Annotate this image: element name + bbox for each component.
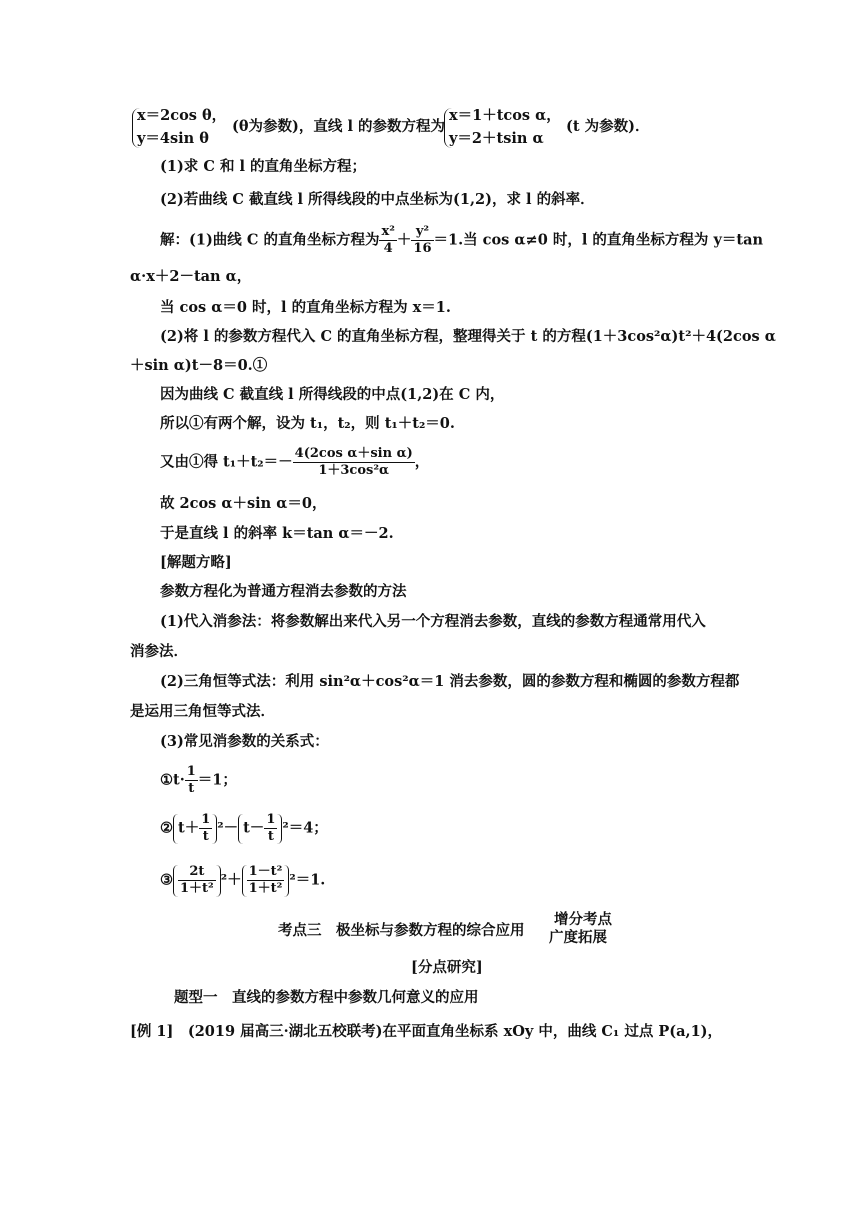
question-2: (2)若曲线 C 截直线 l 所得线段的中点坐标为(1,2)，求 l 的斜率． (160, 191, 595, 208)
solution-line-7: 所以①有两个解，设为 t₁，t₂，则 t₁＋t₂＝0. (160, 415, 455, 432)
section-title: 考点三 极坐标与参数方程的综合应用 (278, 922, 525, 939)
solution-line-10: 于是直线 l 的斜率 k＝tan α＝－2. (160, 525, 394, 542)
solution-line-6: 因为曲线 C 截直线 l 所得线段的中点(1,2)在 C 内， (160, 386, 505, 403)
section-side-top: 增分考点 (554, 911, 612, 928)
formula-3: ③ $\frac{2t}{\text{1＋t²}}$ ²＋ $\frac{\text{1－t²}}{\text{1＋t²}}$ ²＝1. (160, 864, 326, 896)
method-1-line-1: (1)代入消参法：将参数解出来代入另一个方程消去参数，直线的参数方程通常用代入 (160, 613, 706, 630)
method-tag: [解题方略] (160, 554, 232, 571)
method-2-line-2: 是运用三角恒等式法． (130, 703, 275, 720)
method-1-line-2: 消参法． (130, 643, 188, 660)
section-subtitle: [分点研究] (411, 959, 483, 976)
example-1: [例 1] (2019 届高三·湖北五校联考)在平面直角坐标系 xOy 中，曲线 C₁ 过点 P(a,1)， (130, 1023, 723, 1040)
param-note-1: (θ为参数)，直线 l 的参数方程为 (232, 118, 445, 135)
line-eq-y: y＝2＋tsin α (449, 130, 544, 147)
solution-line-4: (2)将 l 的参数方程代入 C 的直角坐标方程，整理得关于 t 的方程(1＋3cos²α)t²＋4(2cos α (160, 328, 776, 345)
solution-line-2: α·x＋2－tan α， (130, 268, 252, 285)
solution-line-8: 又由①得 t₁＋t₂＝－ $\frac{\text{4(2cos α＋sin α)}}{\text{1＋3cos²α}}$ ， (160, 446, 430, 478)
method-2-line-1: (2)三角恒等式法：利用 sin²α＋cos²α＝1 消去参数，圆的参数方程和椭圆的参数方程都 (160, 673, 740, 690)
question-type-title: 题型一 直线的参数方程中参数几何意义的应用 (174, 989, 479, 1006)
solution-line-5: ＋sin α)t－8＝0.① (130, 357, 268, 374)
curve-eq-y: y＝4sin θ (137, 130, 209, 147)
solution-line-1: 解：(1)曲线 C 的直角坐标方程为 $\frac{\text{x²}}{4}$ ＋ $\frac{\text{y²}}{16}$ ＝1.当 cos α≠0 时，l 的直角坐标方程为 y＝tan (160, 224, 764, 256)
section-side-bottom: 广度拓展 (549, 929, 607, 946)
param-note-2: (t 为参数)． (566, 118, 650, 135)
method-title: 参数方程化为普通方程消去参数的方法 (160, 583, 407, 600)
question-1: (1)求 C 和 l 的直角坐标方程； (160, 158, 367, 175)
curve-eq-x: x＝2cos θ， (137, 107, 227, 124)
formula-1: ①t· $\frac{1}{t}$ ＝1； (160, 764, 237, 796)
line-eq-x: x＝1＋tcos α， (449, 107, 561, 124)
solution-line-3: 当 cos α＝0 时，l 的直角坐标方程为 x＝1. (160, 299, 451, 316)
method-3: (3)常见消参数的关系式： (160, 733, 329, 750)
solution-line-9: 故 2cos α＋sin α＝0， (160, 495, 327, 512)
formula-2: ② t＋ $\frac{1}{t}$ ²－ t－ $\frac{1}{t}$ ²＝4； (160, 812, 328, 844)
